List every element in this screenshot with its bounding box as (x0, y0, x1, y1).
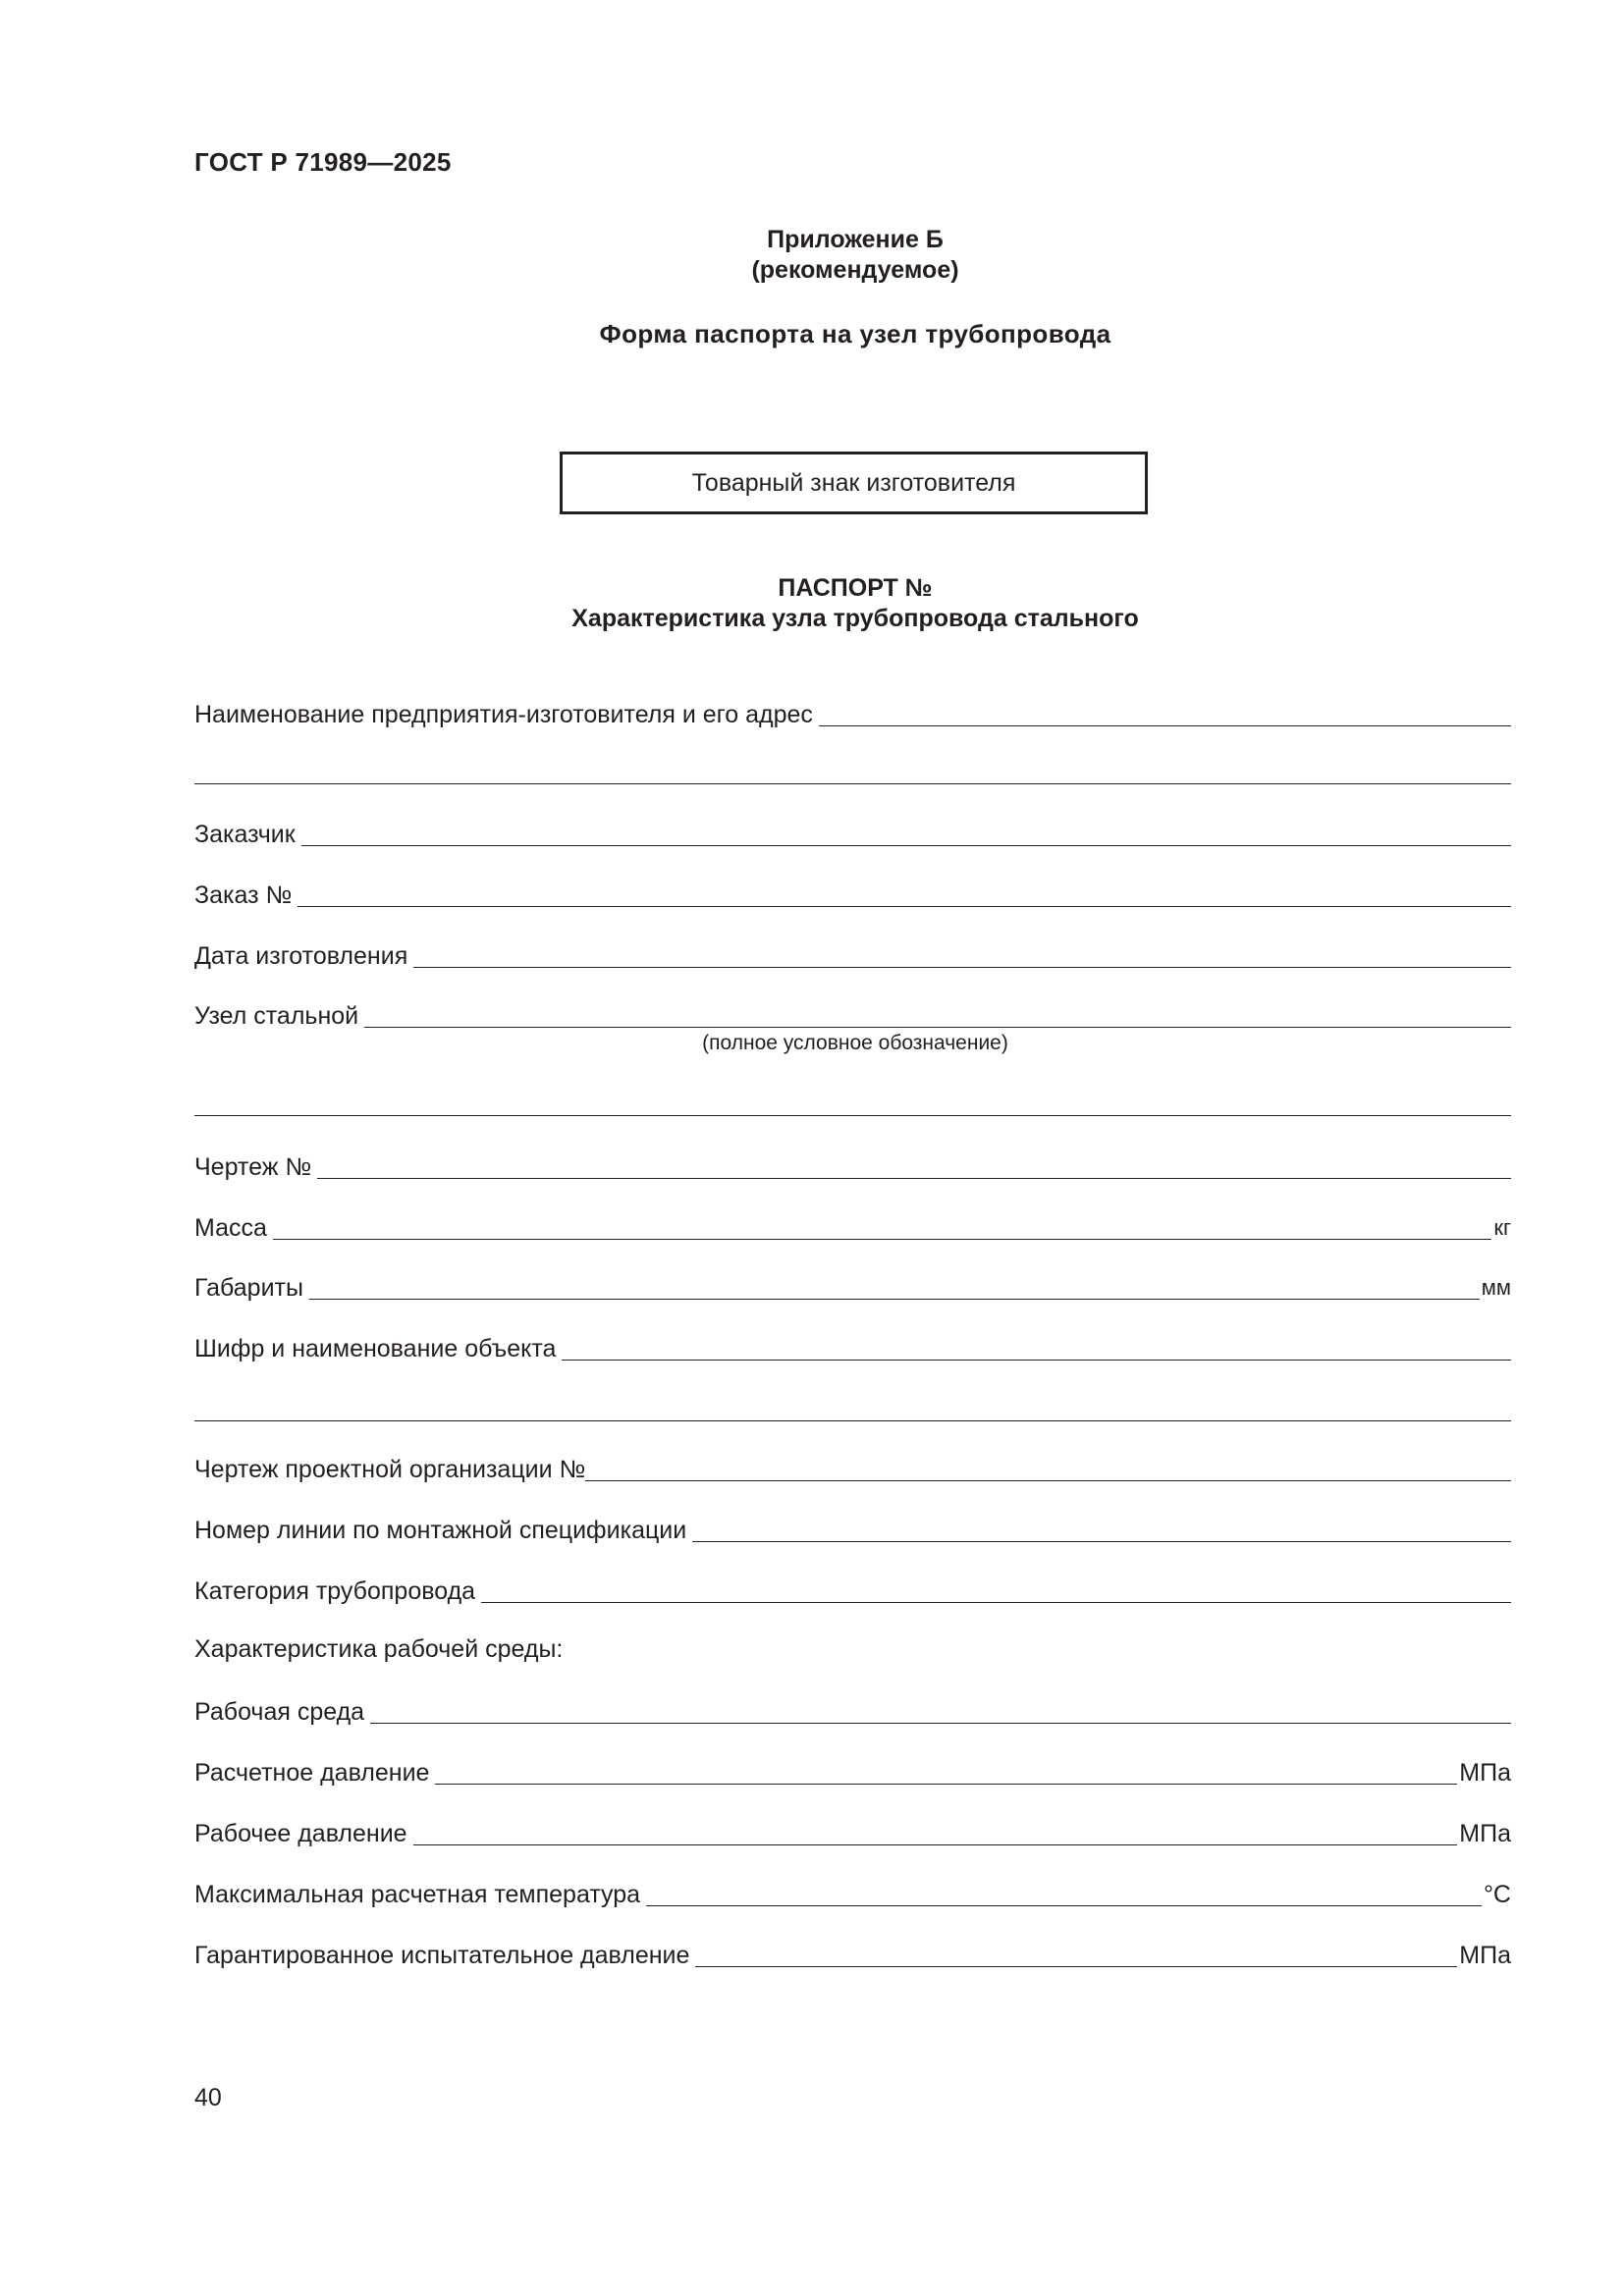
passport-subtitle: Характеристика узла трубопровода стального (571, 605, 1139, 632)
working-pressure-input-line[interactable] (413, 1818, 1458, 1845)
appendix-title: Приложение Б (767, 226, 944, 253)
working-medium-label: Рабочая среда (194, 1698, 365, 1726)
order-label: Заказ № (194, 881, 293, 909)
appendix-status: (рекомендуемое) (751, 256, 959, 284)
mass-input-line[interactable] (273, 1212, 1491, 1240)
manufacture-date-field (194, 936, 1511, 970)
line-number-field (194, 1511, 1511, 1544)
design-drawing-field (194, 1450, 1511, 1483)
working-medium-input-line[interactable] (370, 1696, 1511, 1724)
form-title: Форма паспорта на узел трубопровода (599, 319, 1111, 348)
object-code-field (194, 1329, 1511, 1362)
customer-field (194, 815, 1511, 848)
max-design-temp-field (194, 1875, 1511, 1908)
order-input-line[interactable] (298, 880, 1511, 907)
design-pressure-unit: МПа (1459, 1759, 1511, 1787)
dimensions-field (194, 1268, 1511, 1302)
design-pressure-field (194, 1753, 1511, 1787)
steel-unit-label: Узел стальной (194, 1002, 359, 1030)
order-field (194, 876, 1511, 909)
line-number-input-line[interactable] (692, 1515, 1511, 1542)
max-design-temp-input-line[interactable] (646, 1879, 1482, 1906)
drawing-label: Чертеж № (194, 1153, 312, 1181)
dimensions-label: Габариты (194, 1274, 303, 1302)
manufacture-date-input-line[interactable] (413, 940, 1511, 968)
mass-unit: кг (1493, 1215, 1511, 1240)
max-design-temp-unit: °С (1483, 1881, 1511, 1908)
line-number-label: Номер линии по монтажной спецификации (194, 1517, 687, 1544)
design-pressure-label: Расчетное давление (194, 1759, 430, 1787)
customer-input-line[interactable] (301, 819, 1511, 846)
manufacturer-continuation-line[interactable] (194, 783, 1511, 784)
design-drawing-label: Чертеж проектной организации № (194, 1456, 586, 1483)
dimensions-unit: мм (1481, 1275, 1511, 1300)
working-pressure-unit: МПа (1459, 1820, 1511, 1847)
test-pressure-label: Гарантированное испытательное давление (194, 1942, 690, 1969)
manufacturer-field (194, 695, 1511, 728)
working-pressure-field (194, 1814, 1511, 1847)
object-code-input-line[interactable] (562, 1333, 1511, 1361)
object-code-label: Шифр и наименование объекта (194, 1335, 557, 1362)
page-number: 40 (194, 2084, 222, 2111)
pipeline-category-field (194, 1572, 1511, 1605)
mass-label: Масса (194, 1214, 267, 1242)
trademark-label: Товарный знак изготовителя (691, 468, 1016, 497)
working-medium-field (194, 1692, 1511, 1726)
steel-unit-continuation-line[interactable] (194, 1115, 1511, 1116)
passport-title: ПАСПОРТ № (778, 574, 933, 602)
steel-unit-hint: (полное условное обозначение) (702, 1032, 1008, 1054)
test-pressure-unit: МПа (1459, 1942, 1511, 1969)
steel-unit-input-line[interactable] (364, 1000, 1511, 1028)
pipeline-category-label: Категория трубопровода (194, 1577, 476, 1605)
drawing-input-line[interactable] (317, 1151, 1511, 1179)
manufacturer-input-line[interactable] (819, 699, 1511, 726)
trademark-box (560, 452, 1148, 514)
manufacturer-label: Наименование предприятия-изготовителя и его адрес (194, 701, 813, 728)
manufacture-date-label: Дата изготовления (194, 942, 408, 970)
medium-header: Характеристика рабочей среды: (194, 1635, 564, 1663)
working-pressure-label: Рабочее давление (194, 1820, 407, 1847)
standard-code: ГОСТ Р 71989—2025 (194, 147, 452, 177)
customer-label: Заказчик (194, 821, 296, 848)
test-pressure-input-line[interactable] (695, 1940, 1457, 1967)
mass-field (194, 1208, 1511, 1242)
object-code-continuation-line[interactable] (194, 1420, 1511, 1421)
pipeline-category-input-line[interactable] (481, 1575, 1511, 1603)
drawing-field (194, 1148, 1511, 1181)
design-pressure-input-line[interactable] (435, 1757, 1457, 1785)
steel-unit-field (194, 996, 1511, 1030)
design-drawing-input-line[interactable] (585, 1454, 1511, 1481)
test-pressure-field (194, 1936, 1511, 1969)
dimensions-input-line[interactable] (309, 1272, 1480, 1300)
max-design-temp-label: Максимальная расчетная температура (194, 1881, 641, 1908)
